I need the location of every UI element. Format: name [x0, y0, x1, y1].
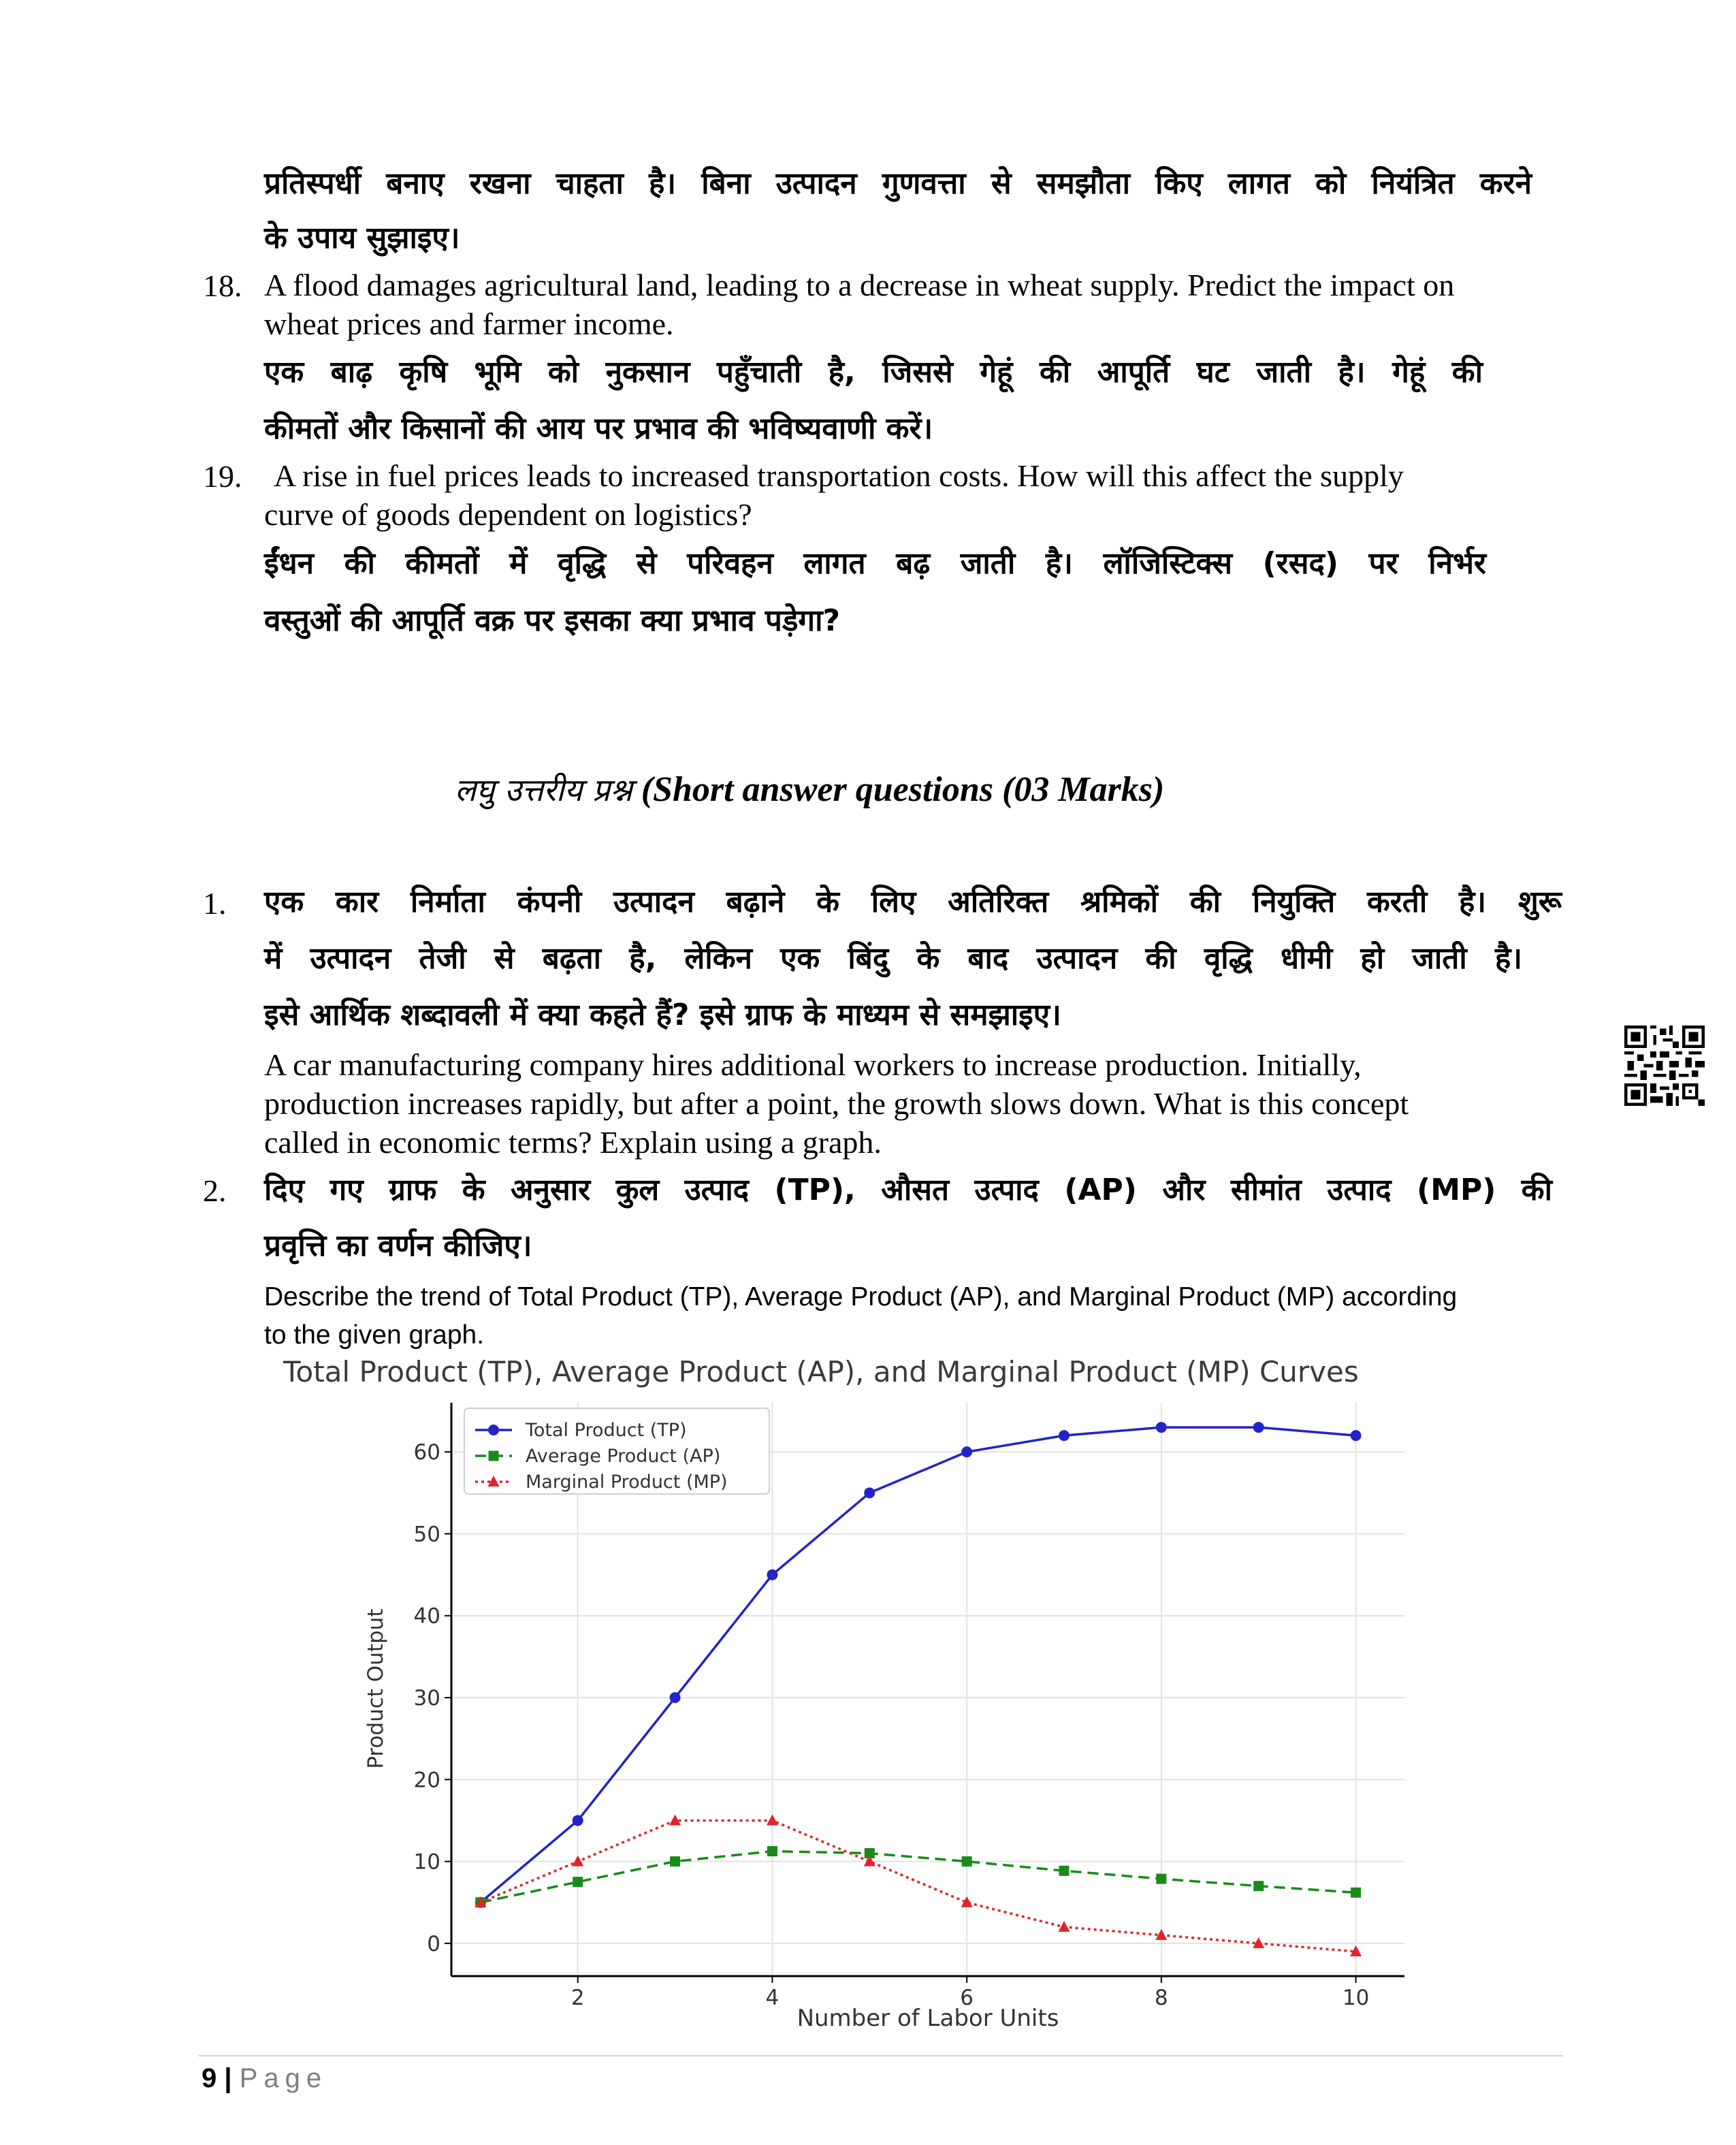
data-point — [961, 1446, 972, 1457]
sa-q2-english-line-1: Describe the trend of Total Product (TP), Average Product (AP), and Marginal Product (MP) according — [264, 1282, 1458, 1312]
series-line — [481, 1427, 1356, 1903]
q19-number: 19. — [203, 459, 242, 494]
q18-english-line-1: A flood damages agricultural land, leading to a decrease in wheat supply. Predict the impact on — [264, 268, 1455, 302]
q19-english-line-2: curve of goods dependent on logistics? — [264, 497, 752, 532]
data-point — [1059, 1921, 1070, 1932]
data-point — [573, 1877, 583, 1887]
x-tick-label: 8 — [1154, 1986, 1168, 2010]
legend-label: Marginal Product (MP) — [526, 1472, 728, 1493]
y-tick-label: 0 — [427, 1931, 440, 1956]
series-marginal-product-mp — [475, 1814, 1362, 1956]
q18-english-line-2: wheat prices and farmer income. — [264, 306, 674, 341]
data-point — [1059, 1866, 1070, 1876]
sa-q2-hindi-line-1: दिए गए ग्राफ के अनुसार कुल उत्पाद (TP), औसत उत्पाद (AP) और सीमांत उत्पाद (MP) की — [264, 1173, 1552, 1207]
sa-q1-hindi-line-2: में उत्पादन तेजी से बढ़ता है, लेकिन एक बिंदु के बाद उत्पादन की वृद्धि धीमी हो जाती है। — [264, 941, 1522, 976]
page-number: 9 — [202, 2063, 217, 2093]
sa-q2-english-line-2: to the given graph. — [264, 1320, 485, 1350]
y-tick-label: 10 — [413, 1849, 440, 1875]
data-point — [573, 1815, 583, 1826]
sa-q1-english-line-3: called in economic terms? Explain using a graph. — [264, 1125, 882, 1160]
y-tick-label: 50 — [413, 1522, 440, 1547]
sa-q1-number: 1. — [203, 886, 227, 921]
sa-q1-hindi-line-1: एक कार निर्माता कंपनी उत्पादन बढ़ाने के लिए अतिरिक्त श्रमिकों की नियुक्ति करती है। शुरू — [264, 885, 1562, 919]
data-point — [1156, 1874, 1166, 1884]
sa-q1-hindi-line-3: इसे आर्थिक शब्दावली में क्या कहते हैं? इसे ग्राफ के माध्यम से समझाइए। — [264, 998, 1061, 1032]
sa-q1-english-line-2: production increases rapidly, but after a point, the growth slows down. What is this concept — [264, 1086, 1409, 1121]
data-point — [670, 1856, 680, 1866]
data-point — [962, 1856, 972, 1866]
q18-hindi-line-2: कीमतों और किसानों की आय पर प्रभाव की भविष्यवाणी करें। — [264, 411, 933, 446]
y-tick-label: 20 — [413, 1768, 440, 1793]
legend-label: Total Product (TP) — [526, 1420, 687, 1441]
series-average-product-ap — [475, 1846, 1361, 1907]
section-heading-english: (Short answer questions (03 Marks) — [641, 770, 1165, 809]
footer-divider — [199, 2055, 1563, 2056]
y-tick-label: 40 — [413, 1604, 440, 1629]
data-point — [670, 1692, 681, 1703]
series-line — [481, 1852, 1356, 1903]
q19-english-line-1: A rise in fuel prices leads to increased transportation costs. How will this affect the supply — [274, 458, 1404, 493]
x-tick-label: 2 — [570, 1986, 585, 2010]
legend-label: Average Product (AP) — [526, 1446, 721, 1467]
qr-code-icon — [1624, 1026, 1705, 1106]
footer-separator: | — [224, 2063, 232, 2093]
section-heading — [455, 768, 1164, 810]
q18-number: 18. — [203, 268, 242, 303]
sa-q2-hindi-line-2: प्रवृत्ति का वर्णन कीजिए। — [264, 1228, 532, 1263]
data-point — [1351, 1888, 1361, 1898]
legend-marker — [489, 1451, 499, 1461]
chart-title: Total Product (TP), Average Product (AP), and Marginal Product (MP) Curves — [283, 1355, 1359, 1388]
data-point — [864, 1487, 875, 1498]
x-tick-label: 4 — [765, 1986, 779, 2010]
sa-q1-english-line-1: A car manufacturing company hires additional workers to increase production. Initially, — [264, 1047, 1362, 1082]
y-axis-label: Product Output — [364, 1608, 388, 1769]
product-curves-chart — [354, 1389, 1416, 2043]
data-point — [767, 1814, 778, 1825]
q17-hindi-line-2: के उपाय सुझाइए। — [264, 221, 460, 255]
series-total-product-tp — [475, 1422, 1362, 1908]
y-tick-label: 30 — [413, 1686, 440, 1711]
y-tick-label: 60 — [413, 1440, 440, 1465]
data-point — [1156, 1422, 1167, 1433]
q17-hindi-line-1: प्रतिस्पर्धी बनाए रखना चाहता है। बिना उत्पादन गुणवत्ता से समझौता किए लागत को नियंत्रित करने — [264, 166, 1532, 201]
data-point — [1351, 1430, 1362, 1441]
page-word: Page — [239, 2063, 328, 2093]
q19-hindi-line-1: ईंधन की कीमतों में वृद्धि से परिवहन लागत बढ़ जाती है। लॉजिस्टिक्स (रसद) पर निर्भर — [264, 546, 1486, 581]
legend-marker — [488, 1425, 499, 1435]
x-tick-label: 6 — [960, 1986, 974, 2010]
section-heading-hindi: लघु उत्तरीय प्रश्न — [455, 772, 632, 808]
sa-q2-number: 2. — [203, 1173, 227, 1208]
data-point — [1059, 1430, 1070, 1441]
x-axis-label: Number of Labor Units — [797, 2005, 1059, 2032]
page-footer — [202, 2063, 327, 2094]
data-point — [1253, 1881, 1264, 1891]
data-point — [767, 1846, 777, 1856]
data-point — [767, 1570, 777, 1580]
q18-hindi-line-1: एक बाढ़ कृषि भूमि को नुकसान पहुँचाती है, जिससे गेहूं की आपूर्ति घट जाती है। गेहूं की — [264, 355, 1483, 390]
x-tick-label: 10 — [1342, 1986, 1370, 2010]
q19-hindi-line-2: वस्तुओं की आपूर्ति वक्र पर इसका क्या प्रभाव पड़ेगा? — [264, 603, 841, 638]
data-point — [1253, 1422, 1264, 1433]
series-line — [481, 1820, 1356, 1951]
